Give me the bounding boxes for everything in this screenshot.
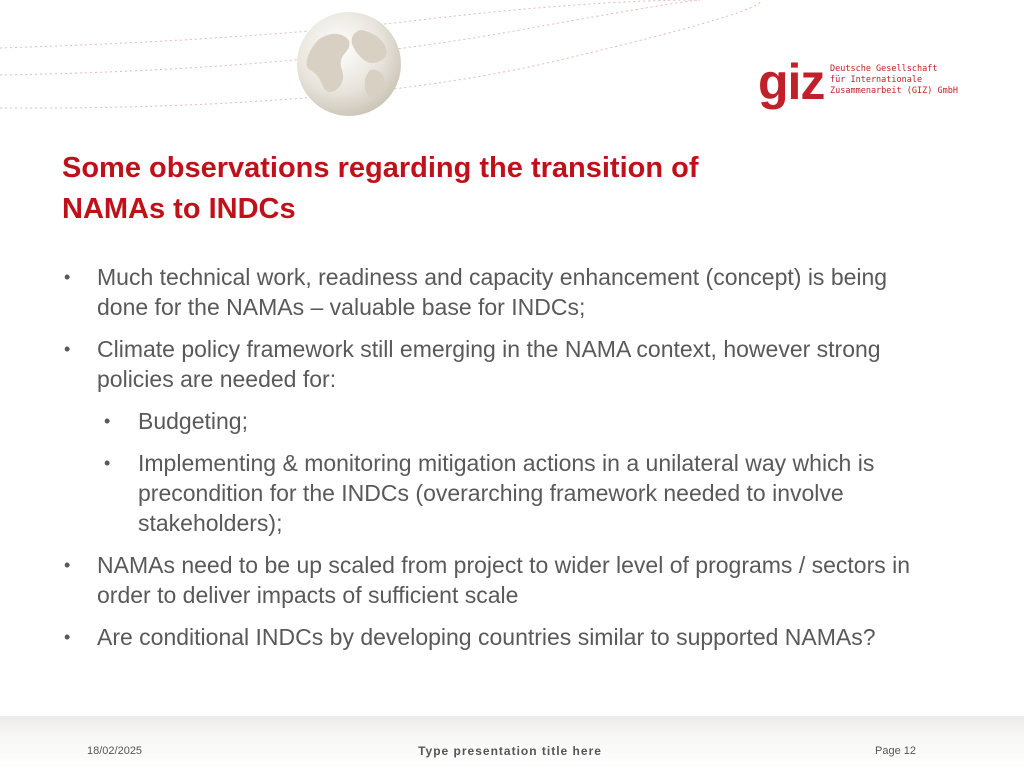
logo-line: Zusammenarbeit (GIZ) GmbH — [830, 86, 958, 96]
bullet-item — [62, 262, 942, 322]
logo-text — [830, 64, 960, 97]
bullet-text: Are conditional INDCs by developing countries similar to supported NAMAs? — [97, 624, 876, 650]
footer-page-number: Page 12 — [875, 745, 916, 757]
globe-icon — [297, 12, 401, 116]
title-line: Some observations regarding the transition of — [62, 152, 699, 184]
bullet-glyph: • — [64, 627, 71, 647]
giz-logo — [758, 54, 958, 110]
logo-line: Deutsche Gesellschaft — [830, 64, 938, 74]
bullet-text: Climate policy framework still emerging in the NAMA context, however strong policies are needed for: — [97, 336, 881, 392]
logo-mark: giz — [758, 54, 825, 110]
bullet-glyph: • — [64, 555, 71, 575]
slide-title — [62, 148, 862, 230]
sub-bullet-item — [62, 448, 942, 538]
logo-line: für Internationale — [830, 75, 923, 85]
bullet-item — [62, 334, 942, 394]
bullet-glyph: • — [64, 339, 71, 359]
bullet-item — [62, 622, 942, 652]
footer-band — [0, 716, 1024, 768]
bullet-item — [62, 550, 942, 610]
bullet-list — [62, 262, 942, 664]
title-line: NAMAs to INDCs — [62, 193, 296, 225]
bullet-glyph: • — [104, 411, 111, 431]
footer-presentation-title: Type presentation title here — [418, 744, 602, 758]
bullet-text: NAMAs need to be up scaled from project to wider level of programs / sectors in order to deliver impacts of sufficient scale — [97, 552, 911, 608]
bullet-text: Budgeting; — [138, 408, 248, 434]
bullet-glyph: • — [104, 453, 111, 473]
bullet-glyph: • — [64, 267, 71, 287]
bullet-text: Implementing & monitoring mitigation actions in a unilateral way which is precondition for the INDCs (overarching framework needed to involve stakeholders); — [138, 450, 875, 536]
footer-date: 18/02/2025 — [87, 745, 143, 757]
bullet-text: Much technical work, readiness and capacity enhancement (concept) is being done for the NAMAs – valuable base for INDCs; — [97, 264, 888, 320]
sub-bullet-item — [62, 406, 942, 436]
